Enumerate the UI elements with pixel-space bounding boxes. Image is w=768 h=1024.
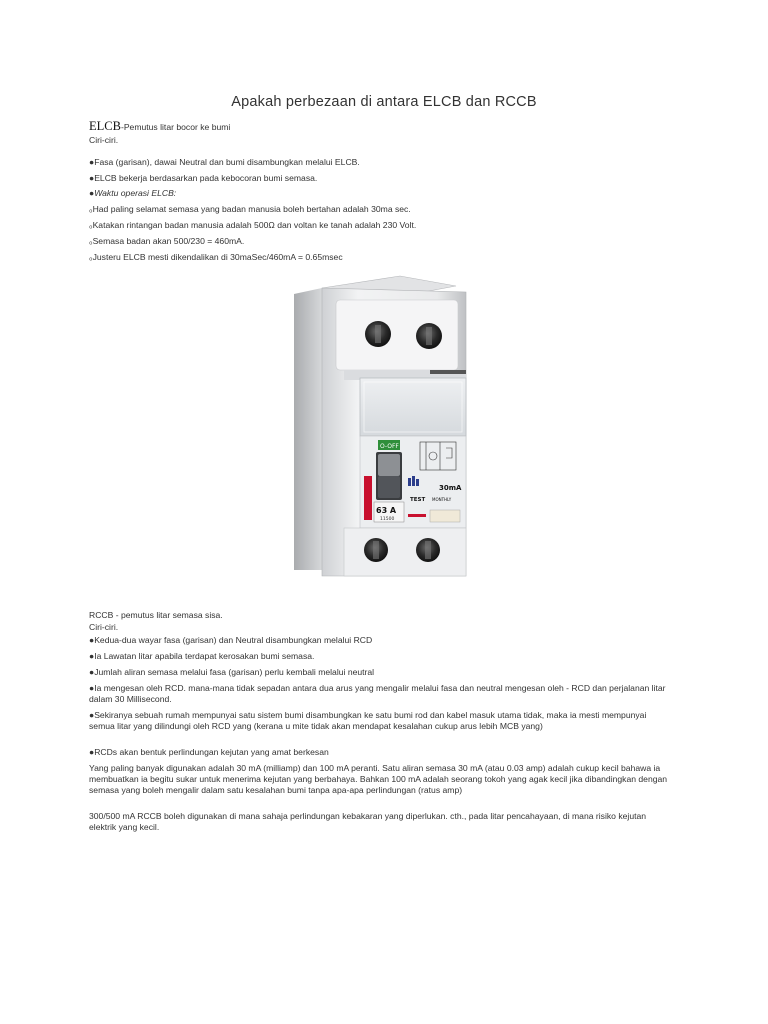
code-label: 11500 xyxy=(380,517,395,522)
page-title: Apakah perbezaan di antara ELCB dan RCCB xyxy=(231,94,537,110)
rccb-heading: RCCB - pemutus litar semasa sisa. xyxy=(89,610,223,620)
rccb-point: ●Sekiranya sebuah rumah mempunyai satu sistem bumi disambungkan ke satu bumi rod dan kabel masuk utama tidak, maka ia mesti mempunyai semua litar yang dilindungi oleh RCD yang (kerana u mite tidak akan mendapat kesalahan cukup arus lebih MCB yang) xyxy=(89,710,647,731)
elcb-point: ●Waktu operasi ELCB: xyxy=(89,188,177,198)
rccb-point: ●Jumlah aliran semasa melalui fasa (garisan) perlu kembali melalui neutral xyxy=(89,667,375,677)
elcb-heading: ELCB xyxy=(89,119,121,133)
test-label: TEST xyxy=(410,497,426,503)
elcb-ciri: Ciri-ciri. xyxy=(89,135,119,145)
elcb-point: ₀Semasa badan akan 500/230 = 460mA. xyxy=(89,236,245,246)
elcb-point: ●Fasa (garisan), dawai Neutral dan bumi disambungkan melalui ELCB. xyxy=(89,157,360,167)
rccb-point: ●Kedua-dua wayar fasa (garisan) dan Neutral disambungkan melalui RCD xyxy=(89,635,373,645)
rccb-point: ●Ia Lawatan litar apabila terdapat kerosakan bumi semasa. xyxy=(89,651,315,661)
rccb-ciri: Ciri-ciri. xyxy=(89,622,119,632)
rccb-point: ●Ia mengesan oleh RCD. mana-mana tidak sepadan antara dua arus yang mengalir melalui fasa dan neutral mengesan oleh - RCD dan perjalanan litar dalam 30 Millisecond. xyxy=(89,683,666,704)
elcb-point: ●ELCB bekerja berdasarkan pada kebocoran bumi semasa. xyxy=(89,173,318,183)
rccb-point: ●RCDs akan bentuk perlindungan kejutan yang amat berkesan xyxy=(89,747,329,757)
rccb-paragraph-1: Yang paling banyak digunakan adalah 30 mA (milliamp) dan 100 mA peranti. Satu aliran semasa 30 mA (atau 0.03 amp) adalah cukup kecil bahawa ia membuatkan ia begitu sukar untuk menerima kejutan yang berbahaya. Bahkan 100 mA adalah seorang tokoh yang agak kecil jika dibandingkan dengan semasa yang boleh mengalir dalam satu kesalahan bumi tanpa apa-apa perlindungan (ratus amp) xyxy=(89,763,668,795)
onoff-label: O-OFF xyxy=(380,443,399,450)
elcb-point: ₀Katakan rintangan badan manusia adalah 500Ω dan voltan ke tanah adalah 230 Volt. xyxy=(89,220,417,230)
elcb-heading-line xyxy=(89,121,230,133)
elcb-point: ₀Justeru ELCB mesti dikendalikan di 30maSec/460mA = 0.65msec xyxy=(89,252,343,262)
rccb-device-image xyxy=(280,270,490,592)
elcb-point: ₀Had paling selamat semasa yang badan manusia boleh bertahan adalah 30ma sec. xyxy=(89,204,411,214)
rccb-paragraph-2: 300/500 mA RCCB boleh digunakan di mana sahaja perlindungan kebakaran yang diperlukan. cth., pada litar pencahayaan, di mana risiko kejutan elektrik yang kecil. xyxy=(89,811,647,832)
ma-label: 30mA xyxy=(439,484,462,492)
elcb-heading-rest: -Pemutus litar bocor ke bumi xyxy=(120,122,231,132)
monthly-label: MONTHLY xyxy=(432,497,452,502)
rating-label: 63 A xyxy=(376,506,397,515)
